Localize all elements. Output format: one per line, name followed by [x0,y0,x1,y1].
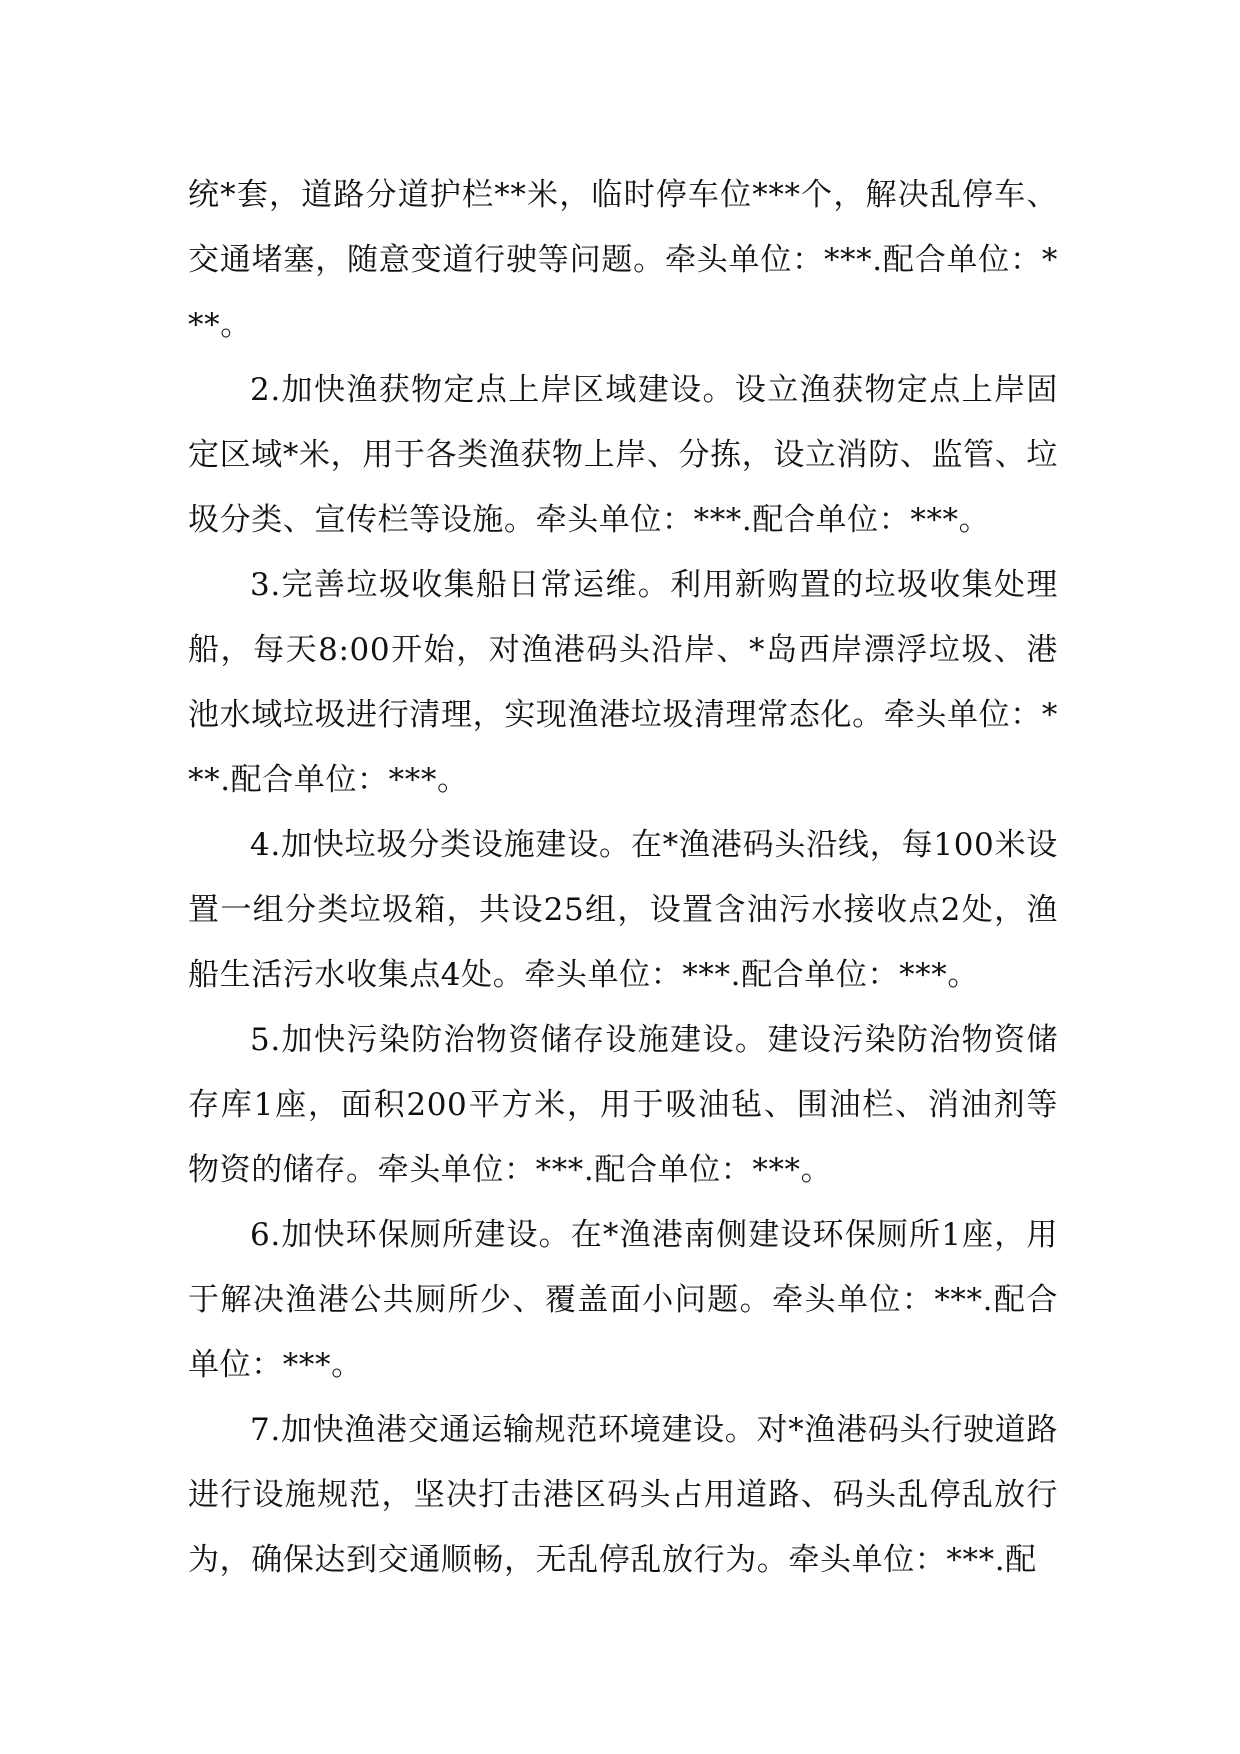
paragraph-item-2: 2.加快渔获物定点上岸区域建设。设立渔获物定点上岸固定区域*米，用于各类渔获物上岸、分拣，设立消防、监管、垃圾分类、宣传栏等设施。牵头单位：***.配合单位：***。 [188,372,1058,538]
paragraph-item-3: 3.完善垃圾收集船日常运维。利用新购置的垃圾收集处理船，每天8:00开始，对渔港码头沿岸、*岛西岸漂浮垃圾、港池水域垃圾进行清理，实现渔港垃圾清理常态化。牵头单位：***.配合单位：***。 [188,567,1058,798]
paragraph-item-5: 5.加快污染防治物资储存设施建设。建设污染防治物资储存库1座，面积200平方米，用于吸油毡、围油栏、消油剂等物资的储存。牵头单位：***.配合单位：***。 [188,1022,1058,1188]
paragraph-item-4: 4.加快垃圾分类设施建设。在*渔港码头沿线，每100米设置一组分类垃圾箱，共设25组，设置含油污水接收点2处，渔船生活污水收集点4处。牵头单位：***.配合单位：***。 [188,827,1058,993]
paragraph-item-6: 6.加快环保厕所建设。在*渔港南侧建设环保厕所1座，用于解决渔港公共厕所少、覆盖面小问题。牵头单位：***.配合单位：***。 [188,1217,1058,1383]
paragraph-continuation: 统*套，道路分道护栏**米，临时停车位***个，解决乱停车、交通堵塞，随意变道行驶等问题。牵头单位：***.配合单位：***。 [188,177,1058,343]
paragraph-item-7: 7.加快渔港交通运输规范环境建设。对*渔港码头行驶道路进行设施规范，坚决打击港区码头占用道路、码头乱停乱放行为，确保达到交通顺畅，无乱停乱放行为。牵头单位：***.配 [188,1412,1058,1578]
document-body [188,163,1058,1593]
